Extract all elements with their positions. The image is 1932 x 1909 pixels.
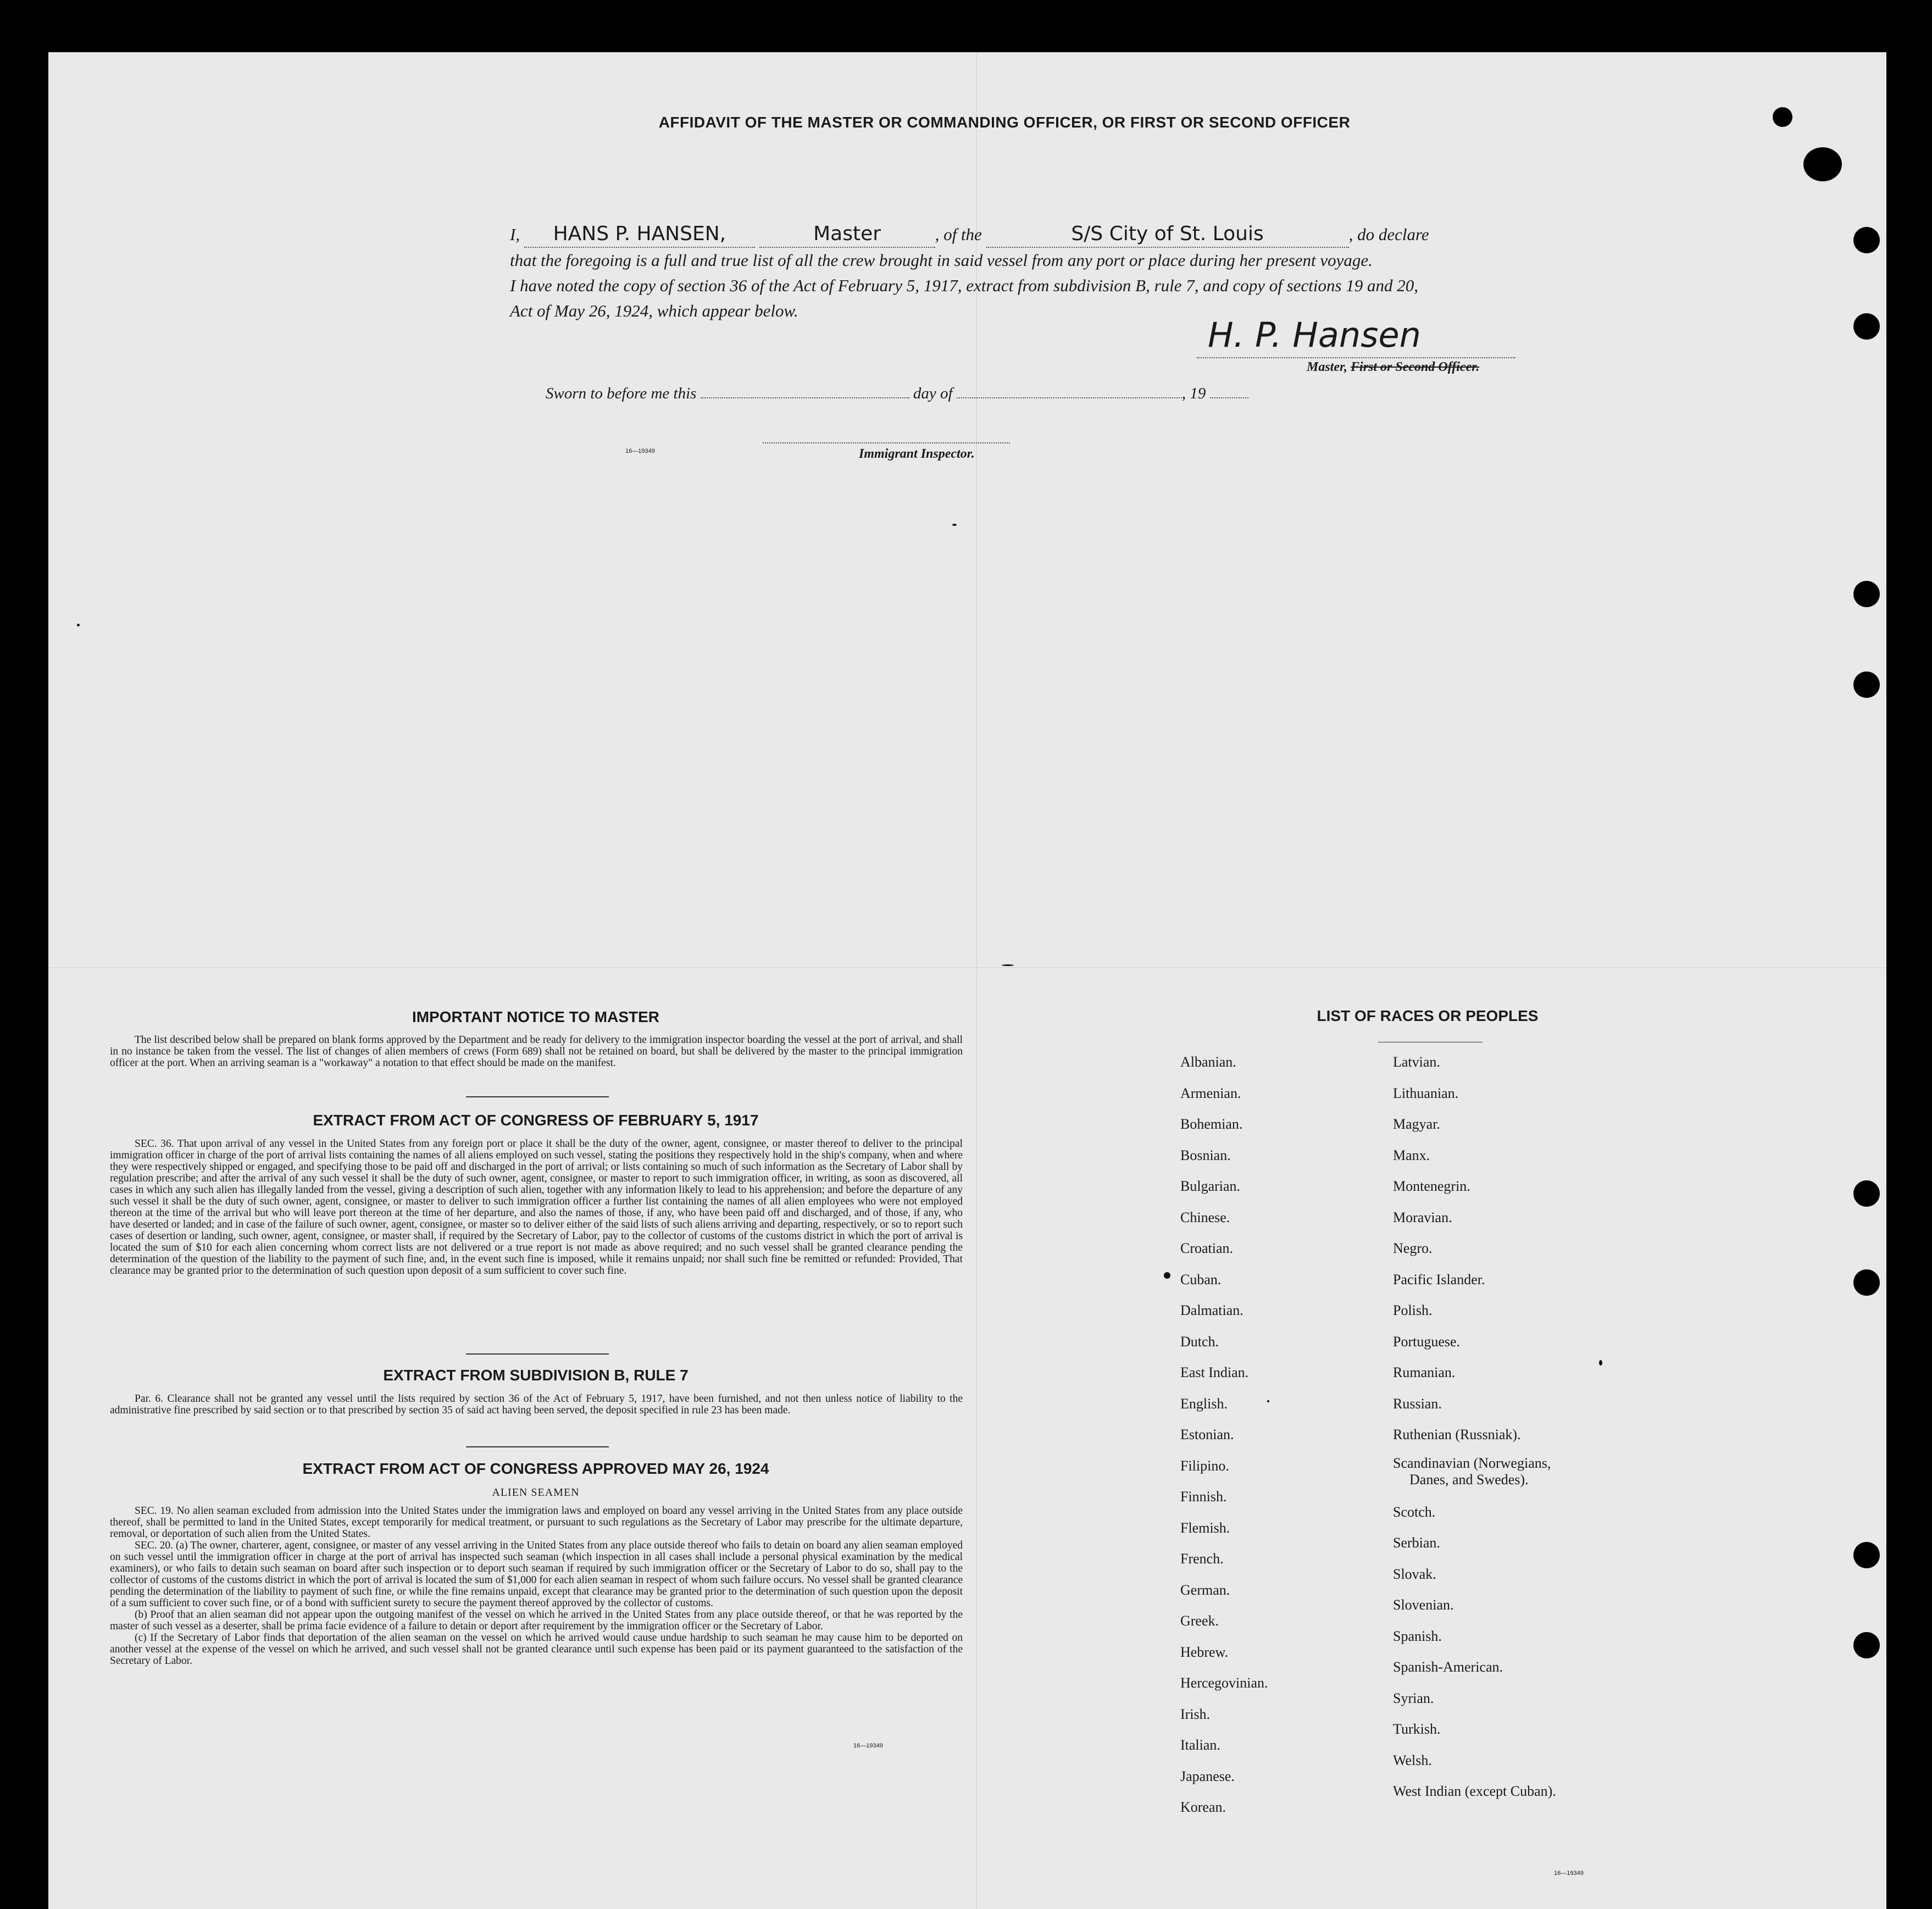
race-item: Filipino. — [1180, 1457, 1229, 1474]
race-item: Bulgarian. — [1180, 1178, 1241, 1194]
race-item: Greek. — [1180, 1613, 1219, 1629]
affidavit-title: AFFIDAVIT OF THE MASTER OR COMMANDING OFFICER, OR FIRST OR SECOND OFFICER — [658, 114, 1351, 131]
vessel-name-field: S/S City of St. Louis — [986, 221, 1349, 248]
divider-2 — [466, 1353, 609, 1355]
race-item: French. — [1180, 1551, 1224, 1567]
race-item: Pacific Islander. — [1393, 1271, 1485, 1288]
year-text: , 19 — [1181, 385, 1206, 402]
act-1924-body — [110, 1505, 963, 1667]
race-item: Estonian. — [1180, 1427, 1234, 1442]
punch-hole — [1853, 1269, 1880, 1296]
race-item: Latvian. — [1393, 1054, 1440, 1070]
race-item: West Indian (except Cuban). — [1393, 1783, 1556, 1799]
extract-1917-title: EXTRACT FROM ACT OF CONGRESS OF FEBRUARY 5, 1917 — [313, 1112, 759, 1129]
extract-1917-body: SEC. 36. That upon arrival of any vessel in the United States from any foreign port or place it shall be the duty of the owner, agent, consignee, or master thereof to deliver to the principal immigration officer in charge of the port of arrival lists containing the names of all aliens employed on such vessel, stating the positions they respectively hold in the ship's company, when and where they were respectively shipped or engaged, and specifying those to be paid off and discharged in the port of arrival; or lists containing so much of such information as the Secretary of Labor shall by regulation prescribe; and after the arrival of any such vessel it shall be the duty of such owner, agent, consignee, or master to report to such immigration officer, in writing, as soon as discovered, all cases in which any such alien has illegally landed from the vessel, giving a description of such alien, together with any information likely to lead to his apprehension; and before the departure of any such vessel it shall be the duty of such owner, agent, consignee, or master to deliver to such immigration officer a further list containing the names of all alien employees who were not employed thereon at the time of the arrival but who will leave port thereon at the time of her departure, and also the names of those, if any, who have been paid off and discharged, and of those, if any, who have deserted or landed; and in case of the failure of such owner, agent, consignee, or master so to deliver either of the said lists of such aliens arriving and departing, respectively, or so to report such cases of desertion or landing, such owner, agent, consignee, or master shall, if required by the Secretary of Labor, pay to the collector of customs of the customs district in which the port of arrival is located the sum of $10 for each alien concerning whom correct lists are not delivered or a true report is not made as above required; and no such vessel shall be granted clearance pending the determination of the question of the liability to the payment of such fine, and, in the event such fine is imposed, while it remains unpaid; nor shall such fine be remitted or refunded: Provided, That clearance may be granted prior to the determination of such question upon deposit of a sum sufficient to cover such fine. — [110, 1138, 963, 1277]
sec20a-paragraph: SEC. 20. (a) The owner, charterer, agent, consignee, or master of any vessel arriving in the United States from any place outside thereof who fails to detain on board any alien seaman employed on such vessel until the immigration officer in charge at the port of arrival has inspected such seaman (which inspection in all cases shall include a personal physical examination by the medical examiners), or who fails to detain such seaman on board after such inspection or to deport such seaman if required by such immigration officer or the Secretary of Labor to do so, shall pay to the collector of customs of the customs district in which the port of arrival is located the sum of $1,000 for each alien seaman in respect of whom such failure occurs. No vessel shall be granted clearance pending the determination of the liability to payment of such fine, or while the fine remains unpaid, except that clearance may be granted prior to the determination of such question upon the deposit of a sum sufficient to cover such fine, or of a bond with sufficient surety to secure the payment thereof approved by the collector of customs. — [110, 1540, 963, 1609]
race-item: Turkish. — [1393, 1721, 1441, 1737]
race-item: Lithuanian. — [1393, 1085, 1459, 1101]
races-left-column — [1180, 1047, 1268, 1823]
scandinavian-line-1: Scandinavian (Norwegians, — [1393, 1455, 1551, 1471]
race-item: Spanish-American. — [1393, 1659, 1503, 1675]
race-item: Negro. — [1393, 1240, 1433, 1256]
race-item: Portuguese. — [1393, 1333, 1461, 1350]
act-1924-form-number: 16—19349 — [853, 1742, 883, 1749]
race-item: Irish. — [1180, 1706, 1211, 1722]
race-item: Scotch. — [1393, 1503, 1436, 1520]
race-item: Rumanian. — [1393, 1364, 1456, 1380]
race-item: Armenian. — [1180, 1085, 1241, 1101]
affidavit-line-4: Act of May 26, 1924, which appear below. — [510, 301, 798, 320]
race-item: Spanish. — [1393, 1628, 1442, 1644]
document-page — [48, 52, 1886, 1909]
race-item: Magyar. — [1393, 1116, 1440, 1132]
races-right-group-a — [1393, 1047, 1556, 1451]
race-item: Dutch. — [1180, 1333, 1219, 1350]
race-item: Hercegovinian. — [1180, 1675, 1268, 1691]
divider-1 — [466, 1096, 609, 1097]
affidavit-line-1 — [510, 221, 1543, 248]
signature-line — [1197, 357, 1515, 358]
race-item: Russian. — [1393, 1395, 1442, 1412]
punch-hole — [1853, 1632, 1880, 1658]
act-1924-subtitle: ALIEN SEAMEN — [492, 1486, 580, 1499]
punch-hole — [1853, 227, 1880, 253]
race-item: Bosnian. — [1180, 1147, 1231, 1163]
race-item: Ruthenian (Russniak). — [1393, 1427, 1521, 1442]
scan-speck — [1002, 964, 1014, 966]
notice-body: The list described below shall be prepared on blank forms approved by the Department and be ready for delivery to the immigration inspector boarding the vessel at the port of arrival, and shall in no instance be taken from the vessel. The list of changes of alien members of crews (Form 689) shall not be retained on board, but shall be delivered by the master to the principal immigration officer at the port. When an arriving seaman is a "workaway" a notation to that effect should be made on the manifest. — [110, 1034, 963, 1069]
race-item: Finnish. — [1180, 1489, 1227, 1505]
master-position-field: Master — [759, 221, 935, 248]
sworn-year-blank — [1210, 397, 1248, 398]
race-item: Slovak. — [1393, 1566, 1436, 1582]
signature-caption — [1307, 360, 1479, 375]
punch-hole — [1773, 107, 1792, 127]
scan-speck — [1267, 1400, 1269, 1402]
sworn-day-blank — [701, 397, 909, 398]
day-of-text: day of — [913, 385, 953, 402]
race-item: Slovenian. — [1393, 1597, 1454, 1613]
punch-hole — [1853, 1180, 1880, 1207]
race-item: German. — [1180, 1581, 1230, 1598]
race-item: Croatian. — [1180, 1240, 1234, 1256]
rule7-title: EXTRACT FROM SUBDIVISION B, RULE 7 — [383, 1367, 689, 1384]
race-item: Cuban. — [1180, 1271, 1222, 1288]
scan-speck — [77, 624, 80, 626]
declare-text: , do declare — [1348, 225, 1429, 244]
race-item: Hebrew. — [1180, 1644, 1229, 1660]
scan-speck — [952, 524, 957, 526]
race-item: Polish. — [1393, 1302, 1433, 1318]
races-right-column — [1393, 1047, 1556, 1807]
divider-3 — [466, 1446, 609, 1447]
affidavit-form-number: 16—19349 — [625, 448, 655, 454]
fold-line-vertical — [976, 52, 977, 1909]
scan-speck — [1164, 1272, 1170, 1279]
affidavit-pre-name: I, — [510, 225, 520, 244]
sworn-month-blank — [957, 397, 1182, 398]
notice-title: IMPORTANT NOTICE TO MASTER — [412, 1008, 660, 1025]
race-item: Korean. — [1180, 1799, 1226, 1815]
race-item: Syrian. — [1393, 1690, 1434, 1706]
race-item: Albanian. — [1180, 1054, 1236, 1070]
races-form-number: 16—19349 — [1554, 1870, 1584, 1877]
race-item: Italian. — [1180, 1737, 1220, 1753]
races-right-group-b — [1393, 1497, 1556, 1807]
punch-hole — [1803, 147, 1842, 181]
punch-hole — [1853, 1542, 1880, 1568]
sec20c-paragraph: (c) If the Secretary of Labor finds that deportation of the alien seaman on the vessel on which he arrived would cause undue hardship to such seaman he may cause him to be deported on another vessel at the expense of the vessel on which he arrived, and such vessel shall not be granted clearance until such expense has been paid or its payment guaranteed to the satisfaction of the Secretary of Labor. — [110, 1632, 963, 1667]
fold-line-horizontal — [48, 967, 1886, 968]
master-signature: H. P. Hansen — [1208, 315, 1421, 355]
affidavit-line-3: I have noted the copy of section 36 of the Act of February 5, 1917, extract from subdivision B, rule 7, and copy of sections 19 and 20, — [510, 276, 1419, 295]
inspector-caption: Immigrant Inspector. — [859, 447, 975, 461]
master-name-field: HANS P. HANSEN, — [524, 221, 755, 248]
scan-speck — [1599, 1360, 1602, 1366]
race-item: Moravian. — [1393, 1209, 1452, 1225]
race-item: Dalmatian. — [1180, 1302, 1243, 1318]
inspector-signature-line — [763, 442, 1010, 443]
scandinavian-line-2: Danes, and Swedes). — [1409, 1471, 1529, 1488]
sworn-text: Sworn to before me this — [546, 385, 697, 402]
race-item: Montenegrin. — [1393, 1178, 1470, 1194]
rule7-body: Par. 6. Clearance shall not be granted any vessel until the lists required by section 36 of the Act of February 5, 1917, have been furnished, and not then unless notice of liability to the administrative fine prescribed by said section or to that prescribed by section 35 of said act having been served, the deposit specified in rule 23 has been made. — [110, 1393, 963, 1416]
sig-caption-struck: First or Second Officer. — [1351, 360, 1480, 374]
race-item: Manx. — [1393, 1147, 1430, 1163]
punch-hole — [1853, 313, 1880, 340]
sec20b-paragraph: (b) Proof that an alien seaman did not appear upon the outgoing manifest of the vessel on which he arrived in the United States from any place outside thereof, or that he was reported by the master of such vessel as a deserter, shall be prima facie evidence of a failure to detain or deport after requirement by the immigration officer or the Secretary of Labor. — [110, 1609, 963, 1632]
race-item: Bohemian. — [1180, 1116, 1243, 1132]
act-1924-title: EXTRACT FROM ACT OF CONGRESS APPROVED MAY 26, 1924 — [302, 1460, 769, 1477]
races-title: LIST OF RACES OR PEOPLES — [1317, 1007, 1539, 1024]
race-item: East Indian. — [1180, 1364, 1249, 1380]
of-the-text: , of the — [935, 225, 982, 244]
race-item-scandinavian — [1393, 1451, 1556, 1497]
race-item: Japanese. — [1180, 1768, 1235, 1784]
race-item: Serbian. — [1393, 1535, 1440, 1551]
affidavit-text — [510, 221, 1543, 324]
race-item: Chinese. — [1180, 1209, 1230, 1225]
race-item: English. — [1180, 1395, 1228, 1412]
sworn-line — [546, 385, 1248, 403]
punch-hole — [1853, 672, 1880, 698]
punch-hole — [1853, 581, 1880, 607]
race-item: Welsh. — [1393, 1752, 1432, 1768]
affidavit-line-2: that the foregoing is a full and true list of all the crew brought in said vessel from any port or place during her present voyage. — [510, 251, 1373, 270]
sig-caption-master: Master, — [1307, 360, 1348, 374]
sec19-paragraph: SEC. 19. No alien seaman excluded from admission into the United States under the immigration laws and employed on board any vessel arriving in the United States from any place outside thereof, shall be permitted to land in the United States, except temporarily for medical treatment, or pursuant to such regulations as the Secretary of Labor may prescribe for the ultimate departure, removal, or deportation of such alien from the United States. — [110, 1505, 963, 1540]
race-item: Flemish. — [1180, 1519, 1230, 1536]
